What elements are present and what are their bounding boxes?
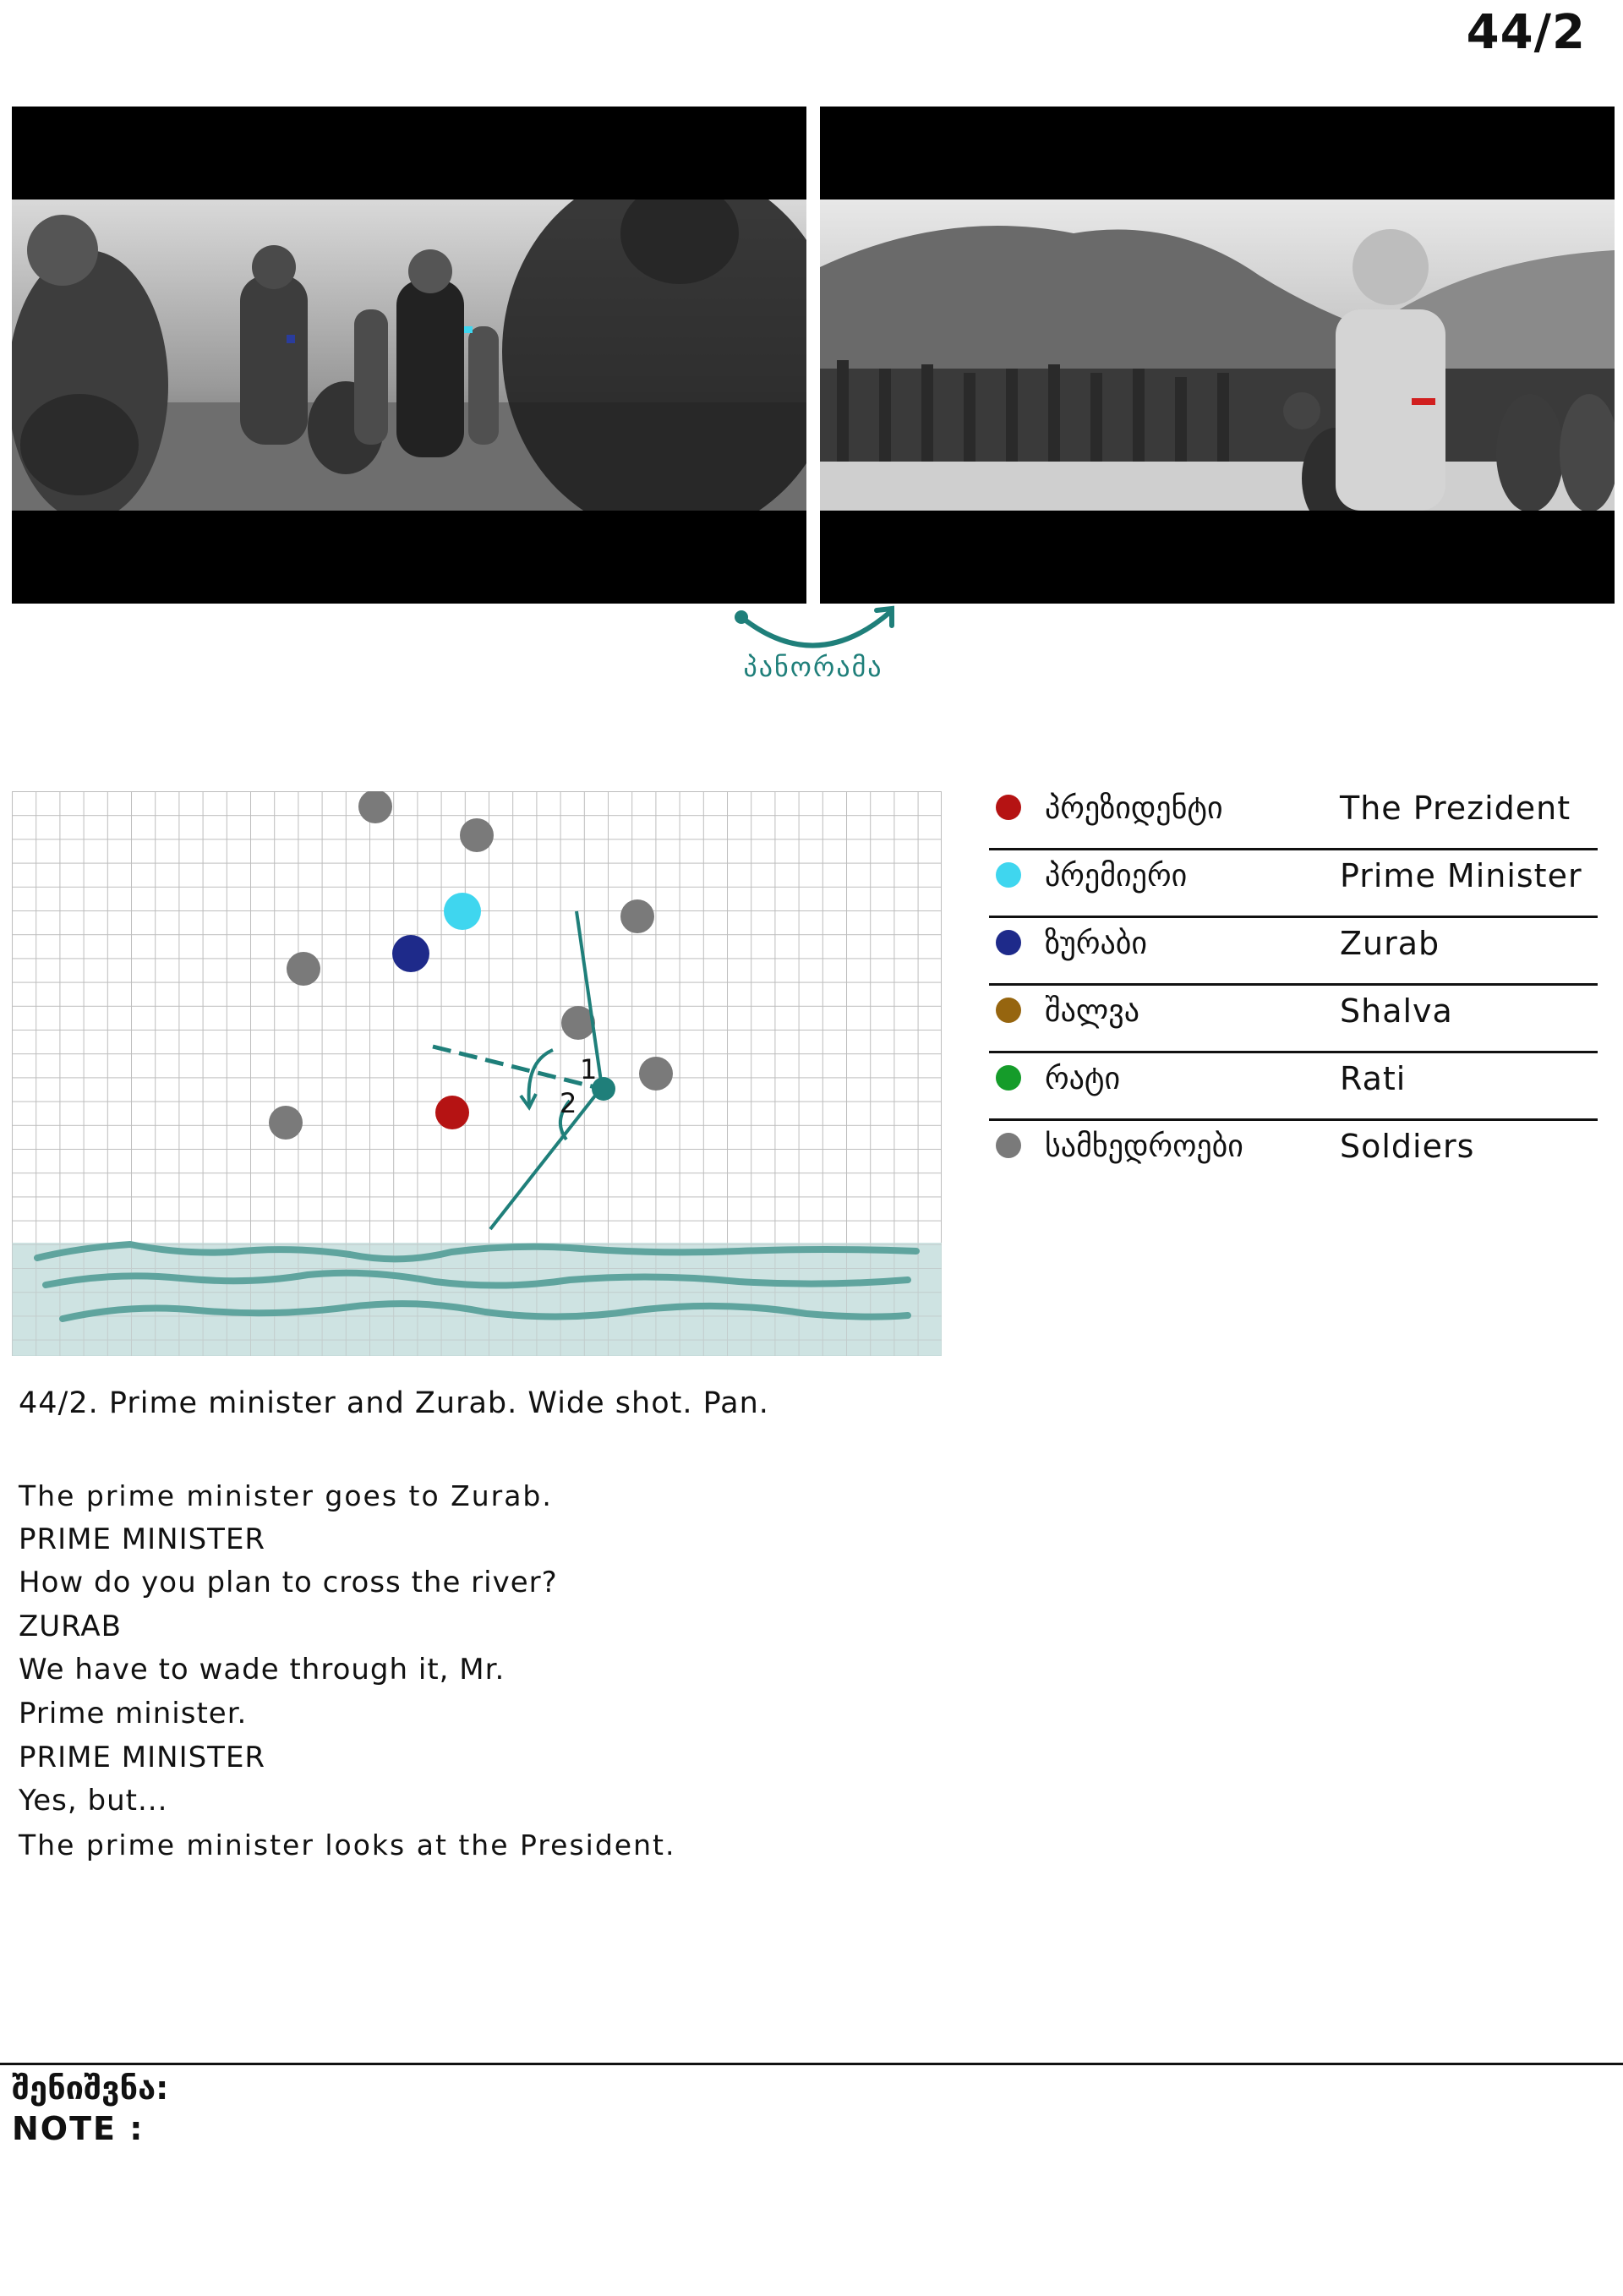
soldier-marker — [620, 899, 654, 933]
legend-name-ka: შალვა — [1045, 994, 1139, 1029]
script-line-character: PRIME MINISTER — [19, 1740, 266, 1774]
legend-name-ka: ზურაბი — [1045, 927, 1148, 961]
frame-2-sketch — [820, 200, 1615, 511]
legend-name-en: Prime Minister — [1340, 857, 1582, 894]
note-divider — [0, 2063, 1623, 2065]
legend-name-en: Zurab — [1340, 925, 1440, 962]
legend-row — [989, 850, 1598, 918]
script-line-character: ZURAB — [19, 1609, 123, 1643]
storyboard-frame-2 — [820, 107, 1615, 604]
script-line-action: The prime minister looks at the President. — [19, 1828, 676, 1861]
legend-row — [989, 1121, 1598, 1189]
legend-name-ka: პრეზიდენტი — [1045, 791, 1223, 826]
angle-label-1: 1 — [580, 1053, 598, 1085]
shot-heading: 44/2. Prime minister and Zurab. Wide shot. Pan. — [19, 1386, 769, 1420]
legend-name-ka: პრემიერი — [1045, 859, 1188, 894]
legend-name-ka: რატი — [1045, 1062, 1121, 1096]
legend-name-en: The Prezident — [1340, 790, 1571, 827]
legend-name-en: Shalva — [1340, 992, 1453, 1030]
script-block — [19, 1474, 1033, 1867]
frame-1-illustration — [12, 200, 806, 511]
legend-row — [989, 783, 1598, 850]
legend-row — [989, 986, 1598, 1053]
zurab-marker — [392, 935, 429, 972]
script-line-character: PRIME MINISTER — [19, 1522, 266, 1556]
president-marker — [435, 1096, 469, 1129]
legend-color-dot — [996, 1065, 1021, 1091]
legend-row — [989, 918, 1598, 986]
blocking-floorplan — [12, 791, 942, 1356]
legend-name-en: Soldiers — [1340, 1128, 1475, 1165]
script-line-dialogue: How do you plan to cross the river? — [19, 1566, 558, 1600]
note-label-ka: შენიშვნა: — [12, 2069, 169, 2107]
script-line-dialogue: Yes, but... — [19, 1784, 168, 1818]
frame-2-illustration — [820, 200, 1615, 511]
angle-label-2: 2 — [560, 1087, 577, 1119]
legend-color-dot — [996, 1133, 1021, 1158]
character-legend — [989, 783, 1598, 1189]
legend-color-dot — [996, 930, 1021, 955]
soldier-marker — [639, 1057, 673, 1091]
legend-color-dot — [996, 795, 1021, 820]
script-line-action: The prime minister goes to Zurab. — [19, 1479, 553, 1512]
frame-1-sketch — [12, 200, 806, 511]
script-line-dialogue: We have to wade through it, Mr. — [19, 1653, 505, 1687]
legend-color-dot — [996, 862, 1021, 888]
soldier-marker — [269, 1106, 303, 1140]
soldier-marker — [287, 952, 320, 986]
legend-color-dot — [996, 998, 1021, 1023]
script-line-dialogue: Prime minister. — [19, 1696, 248, 1730]
soldier-marker — [460, 818, 494, 852]
camera-move-label: პანორამა — [743, 651, 883, 683]
storyboard-frame-1 — [12, 107, 806, 604]
legend-name-ka: სამხედროები — [1045, 1129, 1243, 1164]
prime-minister-marker — [444, 893, 481, 930]
legend-name-en: Rati — [1340, 1060, 1407, 1097]
page-number: 44/2 — [1466, 5, 1586, 60]
legend-row — [989, 1053, 1598, 1121]
note-label-en: NOTE : — [12, 2110, 145, 2147]
